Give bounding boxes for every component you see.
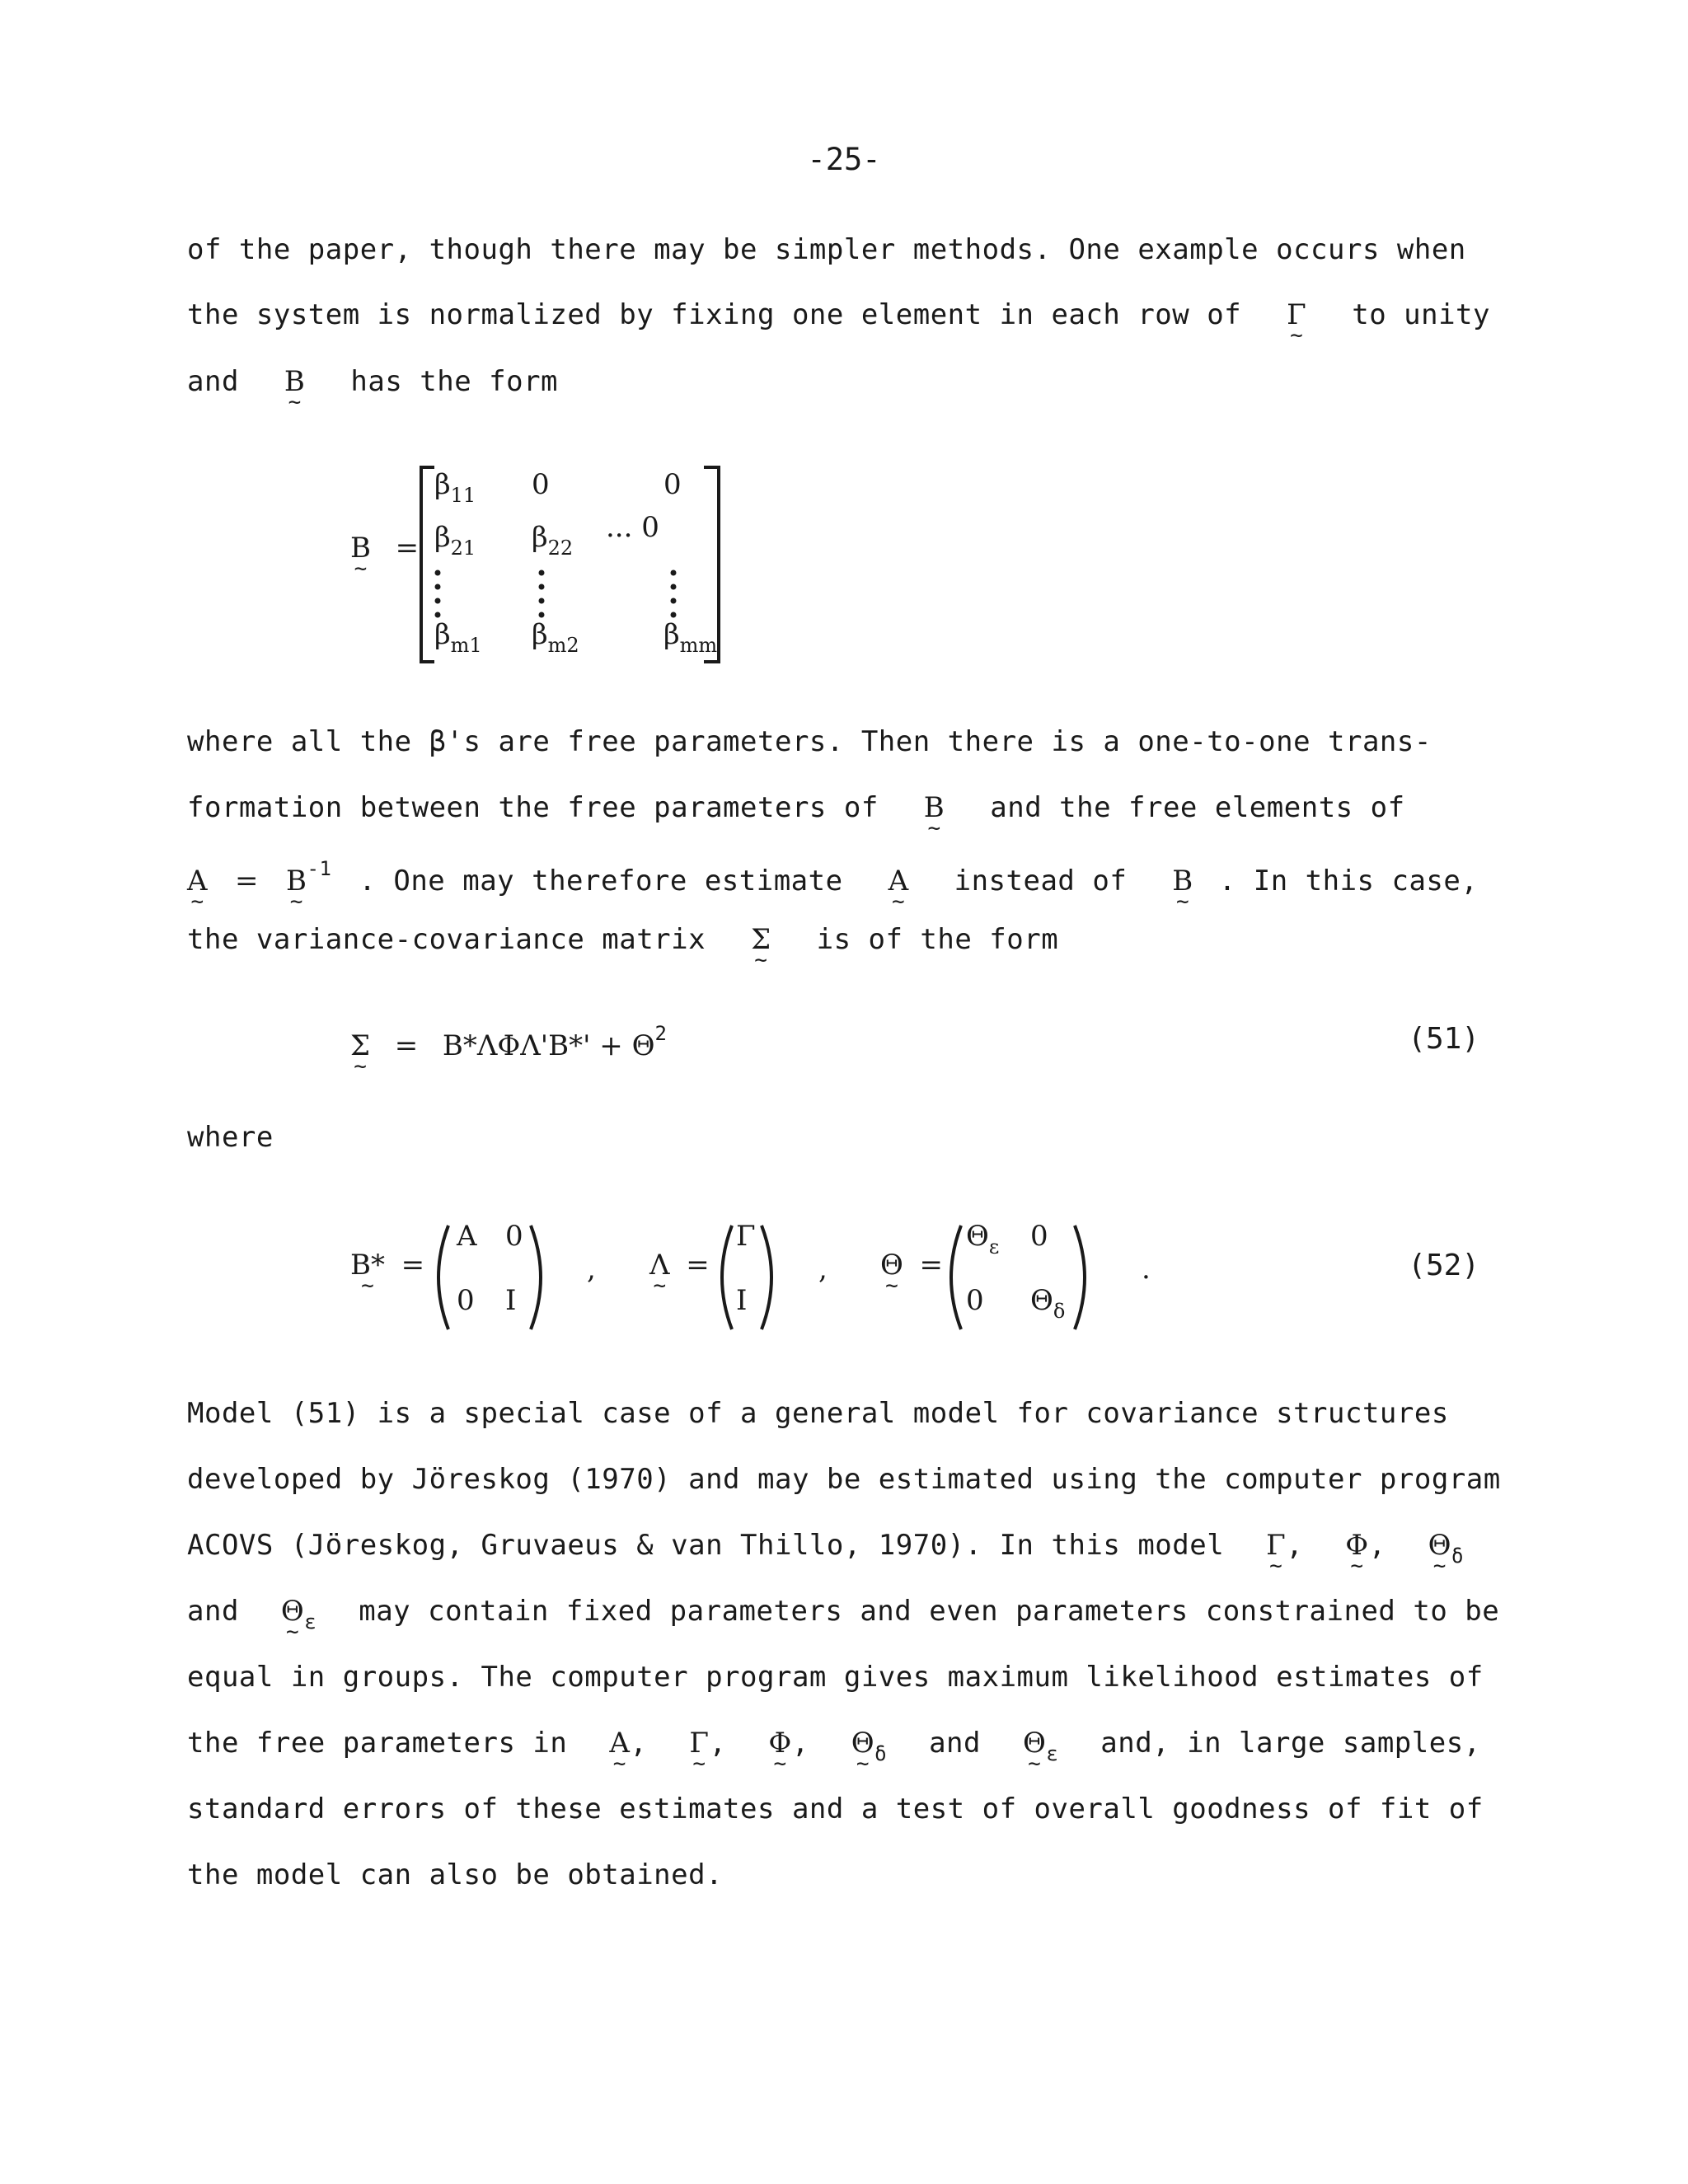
matrix-element xyxy=(532,618,579,657)
beta-symbol: β xyxy=(532,521,548,554)
bstar-symbol xyxy=(350,1249,424,1282)
beta-symbol: β xyxy=(434,618,451,651)
theta-label: Θ ~ xyxy=(880,1249,903,1282)
a-matrix-symbol: A ~ xyxy=(187,865,208,898)
b-matrix-symbol: B ~ xyxy=(284,365,306,398)
text-line xyxy=(187,1727,1481,1765)
sigma-symbol: Σ ~ xyxy=(751,923,771,956)
theta-epsilon-symbol: Θ ~ xyxy=(1023,1727,1046,1760)
text-span: and the free elements of xyxy=(990,791,1405,824)
text-line: where xyxy=(187,1121,274,1154)
theta-symbol xyxy=(880,1249,943,1282)
comma: , xyxy=(587,1253,596,1286)
matrix-element xyxy=(663,618,717,657)
subscript: m1 xyxy=(450,634,482,657)
bstar-label: B* ~ xyxy=(350,1249,385,1282)
b-matrix-symbol: B ~ xyxy=(350,532,371,565)
text-line: Model (51) is a special case of a general model for covariance structures xyxy=(187,1397,1449,1430)
subscript: ε xyxy=(988,1235,1000,1258)
text-line: standard errors of these estimates and a test of overall goodness of fit of xyxy=(187,1793,1484,1825)
text-span: the variance-covariance matrix xyxy=(187,923,706,956)
matrix-element: 0 xyxy=(663,468,682,501)
superscript: -1 xyxy=(307,857,332,880)
theta-delta-symbol: Θ ~ xyxy=(851,1727,874,1760)
text-span: formation between the free parameters of xyxy=(187,791,879,824)
matrix-element xyxy=(532,521,573,560)
matrix-element: 0 xyxy=(1030,1220,1048,1253)
text-span: instead of xyxy=(954,865,1128,898)
text-span: and xyxy=(929,1727,981,1760)
subscript: δ xyxy=(1053,1300,1066,1323)
subscript: 21 xyxy=(450,537,476,560)
text-line: where all the β's are free parameters. Then there is a one-to-one trans- xyxy=(187,725,1432,758)
text-line: the model can also be obtained. xyxy=(187,1858,724,1891)
matrix-element: 0 xyxy=(457,1284,475,1317)
matrix-element xyxy=(434,521,476,560)
equals-sign: = xyxy=(919,1249,944,1282)
superscript: 2 xyxy=(654,1022,667,1045)
b-matrix-symbol: B ~ xyxy=(1172,865,1193,898)
gamma-symbol: Γ ~ xyxy=(1266,1529,1286,1562)
comma: , xyxy=(709,1727,727,1760)
matrix-element xyxy=(966,1220,999,1258)
lambda-symbol xyxy=(649,1249,710,1282)
matrix-lhs xyxy=(350,532,419,565)
beta-symbol: β xyxy=(663,618,680,651)
text-span: and xyxy=(187,1595,239,1628)
text-line: equal in groups. The computer program gives maximum likelihood estimates of xyxy=(187,1661,1484,1694)
matrix-element: I xyxy=(736,1284,748,1317)
theta-label: Θ xyxy=(1030,1284,1053,1317)
text-span: ACOVS (Jöreskog, Gruvaeus & van Thillo, 1970). In this model xyxy=(187,1529,1225,1562)
phi-symbol: Φ ~ xyxy=(768,1727,791,1760)
theta-delta-symbol: Θ ~ xyxy=(1428,1529,1451,1562)
text-line xyxy=(187,923,1058,956)
gamma-symbol: Γ ~ xyxy=(1287,298,1306,331)
left-paren xyxy=(710,1224,735,1331)
subscript: 11 xyxy=(450,484,476,507)
subscript: mm xyxy=(679,634,718,657)
subscript: δ xyxy=(1451,1544,1464,1568)
comma: , xyxy=(818,1253,828,1286)
text-span: to unity xyxy=(1352,298,1490,331)
equation-number: (51) xyxy=(1408,1022,1479,1056)
equation-number: (52) xyxy=(1408,1249,1479,1282)
beta-symbol: β xyxy=(532,618,548,651)
subscript: ε xyxy=(1046,1742,1059,1765)
text-span: . One may therefore estimate xyxy=(359,865,843,898)
text-line xyxy=(187,1595,1499,1633)
equals-sign: = xyxy=(394,1029,419,1062)
text-span: the free parameters in xyxy=(187,1727,568,1760)
text-line: developed by Jöreskog (1970) and may be estimated using the computer program xyxy=(187,1463,1501,1496)
text-span: . In this case, xyxy=(1218,865,1479,898)
right-paren xyxy=(528,1224,552,1331)
equals-sign: = xyxy=(686,1249,710,1282)
text-line xyxy=(187,791,1405,824)
matrix-element xyxy=(434,618,482,657)
subscript: ε xyxy=(304,1610,317,1633)
equals-sign: = xyxy=(395,532,420,565)
vertical-ellipsis xyxy=(433,569,696,618)
matrix-element xyxy=(434,468,476,507)
equals-sign: = xyxy=(401,1249,425,1282)
beta-symbol: β xyxy=(434,468,451,501)
gamma-symbol: Γ ~ xyxy=(689,1727,709,1760)
comma: , xyxy=(1286,1529,1304,1562)
right-paren xyxy=(1071,1224,1096,1331)
subscript: m2 xyxy=(547,634,579,657)
text-span: has the form xyxy=(350,365,559,398)
equals-sign: = xyxy=(235,865,260,898)
theta-epsilon-symbol: Θ ~ xyxy=(281,1595,304,1628)
left-paren xyxy=(427,1224,452,1331)
comma: , xyxy=(791,1727,809,1760)
page-number: -25- xyxy=(807,142,881,177)
left-paren xyxy=(940,1224,964,1331)
matrix-element: A xyxy=(457,1220,477,1253)
subscript: 22 xyxy=(547,537,574,560)
a-matrix-symbol: A ~ xyxy=(889,865,909,898)
right-paren xyxy=(758,1224,783,1331)
text-span: may contain fixed parameters and even parameters constrained to be xyxy=(359,1595,1500,1628)
matrix-element xyxy=(1030,1284,1065,1323)
text-line xyxy=(187,298,1490,331)
matrix-element: I xyxy=(505,1284,517,1317)
matrix-element: ... 0 xyxy=(606,511,659,544)
matrix-element: 0 xyxy=(966,1284,984,1317)
theta-label: Θ xyxy=(966,1220,989,1253)
text-span: and xyxy=(187,365,239,398)
text-line: of the paper, though there may be simpler methods. One example occurs when xyxy=(187,233,1466,266)
text-span: and, in large samples, xyxy=(1100,1727,1481,1760)
phi-symbol: Φ ~ xyxy=(1345,1529,1368,1562)
beta-symbol: β xyxy=(434,521,451,554)
matrix-element: 0 xyxy=(505,1220,523,1253)
b-matrix-symbol: B ~ xyxy=(286,865,307,898)
subscript: δ xyxy=(874,1742,888,1765)
equation-rhs: B*ΛΦΛ'B*' + Θ xyxy=(442,1029,655,1062)
b-matrix-symbol: B ~ xyxy=(924,791,945,824)
matrix-element: Γ xyxy=(736,1220,756,1253)
period: . xyxy=(1142,1253,1151,1286)
a-matrix-symbol: A ~ xyxy=(609,1727,630,1760)
text-span: the system is normalized by fixing one element in each row of xyxy=(187,298,1242,331)
text-span: is of the form xyxy=(816,923,1059,956)
text-line xyxy=(187,365,558,398)
equation-51 xyxy=(350,1022,667,1062)
comma: , xyxy=(1368,1529,1386,1562)
matrix-element: 0 xyxy=(532,468,550,501)
sigma-symbol: Σ ~ xyxy=(350,1029,370,1062)
text-line xyxy=(187,857,1478,898)
lambda-label: Λ ~ xyxy=(649,1249,670,1282)
comma: , xyxy=(630,1727,648,1760)
text-line xyxy=(187,1529,1464,1568)
